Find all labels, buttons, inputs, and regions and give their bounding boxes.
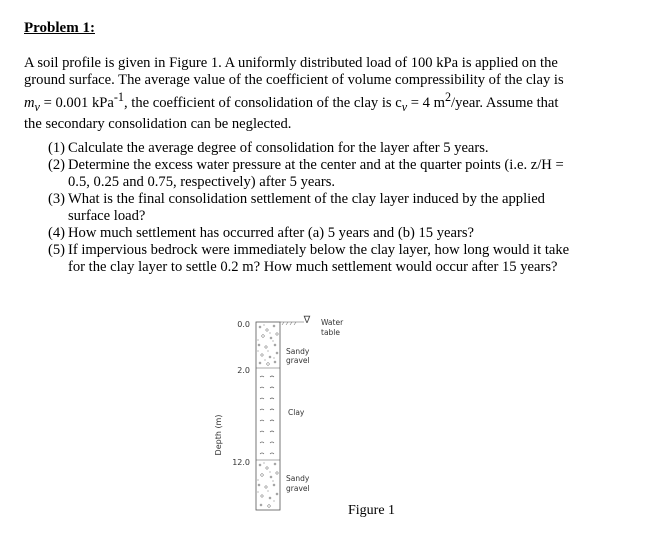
question-number: (3): [48, 191, 66, 207]
intro-line-4: the secondary consolidation can be neglected.: [24, 115, 292, 132]
water-table-icon: ∇: [303, 315, 311, 326]
ground-hatch: [282, 322, 296, 325]
layer-label-top: gravel: [286, 356, 310, 365]
layer-label-bottom: Sandy: [286, 474, 310, 483]
intro-line-2: ground surface. The average value of the coefficient of volume compressibility of the clay is: [24, 72, 564, 88]
layer-label-top: Sandy: [286, 347, 310, 356]
question-item: [48, 157, 608, 191]
question-text: Determine the excess water pressure at the center and at the quarter points (i.e. z/H =: [68, 157, 564, 173]
depth-tick: 12.0: [232, 458, 250, 467]
figure-caption: Figure 1: [348, 503, 396, 518]
layer-label-clay: Clay: [288, 408, 305, 417]
question-number: (2): [48, 157, 66, 173]
question-number: (4): [48, 225, 66, 241]
question-text: Calculate the average degree of consolidation for the layer after 5 years.: [68, 140, 489, 156]
soil-profile-figure: [200, 305, 440, 530]
question-text: 0.5, 0.25 and 0.75, respectively) after 5 years.: [68, 174, 336, 190]
water-table-label: Water: [321, 318, 344, 327]
intro-line-3: $m_v = 0.001$ kPa$^{-1}$, the coefficient of consolidation of the clay is $c_v = 4$ $m^2$/year. Assume that: [24, 90, 559, 114]
question-list: [48, 140, 608, 276]
clay-pattern: [260, 376, 274, 454]
depth-tick: 2.0: [237, 366, 250, 375]
depth-tick: 0.0: [237, 320, 250, 329]
question-item: [48, 191, 608, 225]
question-number: (1): [48, 140, 66, 156]
problem-intro: [24, 55, 604, 133]
question-item: [48, 225, 608, 242]
depth-axis-label: Depth (m): [214, 414, 223, 456]
soil-profile-svg: [200, 305, 440, 530]
question-text: If impervious bedrock were immediately below the clay layer, how long would it take: [68, 242, 570, 258]
sandy-gravel-pattern-top: [258, 325, 278, 365]
question-text: surface load?: [68, 208, 146, 224]
question-item: [48, 242, 608, 276]
question-text: for the clay layer to settle 0.2 m? How much settlement would occur after 15 years?: [68, 259, 558, 275]
soil-column: [256, 322, 280, 510]
sandy-gravel-pattern-bottom: [258, 463, 278, 507]
question-text: How much settlement has occurred after (a) 5 years and (b) 15 years?: [68, 225, 475, 241]
layer-label-bottom: gravel: [286, 484, 310, 493]
intro-line-1: A soil profile is given in Figure 1. A uniformly distributed load of 100 kPa is applied on the: [24, 55, 558, 71]
water-table-label: table: [321, 328, 340, 337]
question-number: (5): [48, 242, 66, 258]
question-item: [48, 140, 608, 157]
problem-title: Problem 1:: [24, 20, 95, 36]
question-text: What is the final consolidation settlement of the clay layer induced by the applied: [68, 191, 545, 207]
